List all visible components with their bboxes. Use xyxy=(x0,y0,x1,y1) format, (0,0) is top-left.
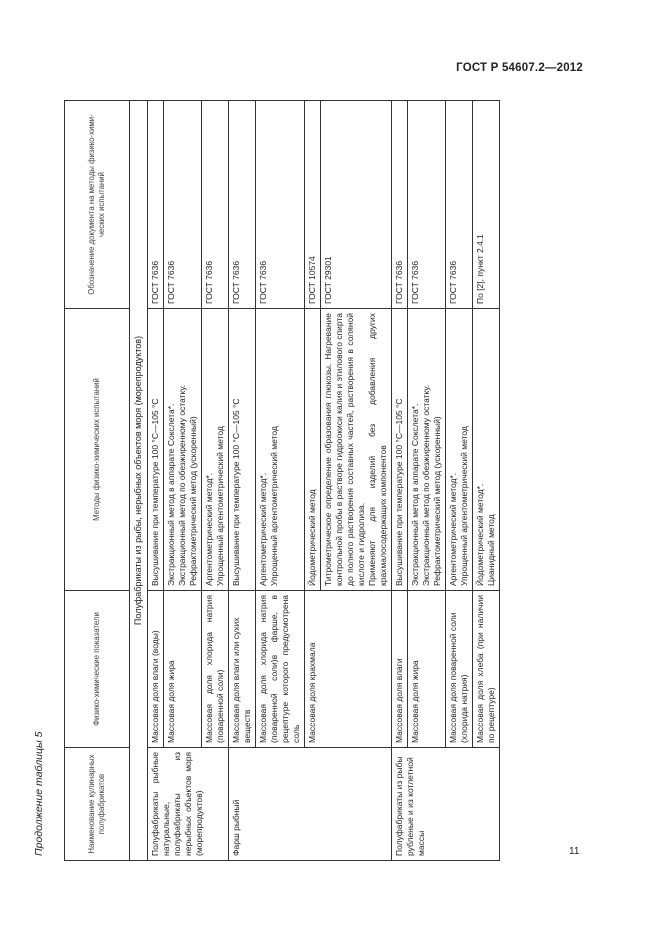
method-cell xyxy=(202,309,229,591)
col-header-methods: Методы физико-химических испытаний xyxy=(65,309,130,591)
page-number: 11 xyxy=(569,846,580,857)
method-line: Рефрактометрический метод (ускоренный) xyxy=(432,416,442,586)
method-line: Упрощенный аргентометрический метод xyxy=(459,426,469,586)
method-line: Экстракционный метод в аппарате Сокслета*. xyxy=(410,403,420,586)
method-cell xyxy=(229,309,256,591)
indicator-cell: Массовая доля поваренной соли (хлорида натрия) xyxy=(446,591,473,748)
doc-cell: ГОСТ 10574 xyxy=(305,101,321,309)
indicator-cell: Массовая доля хлорида натрия (поваренной соли)в фарше, в рецептуре которого предусмотрена соль xyxy=(256,591,305,748)
doc-cell: ГОСТ 7636 xyxy=(164,101,202,309)
doc-cell: ГОСТ 7636 xyxy=(202,101,229,309)
method-line: Упрощенный аргентометрический метод xyxy=(215,426,225,586)
table-row xyxy=(392,101,408,861)
document-code: ГОСТ Р 54607.2—2012 xyxy=(456,62,583,74)
table-row xyxy=(148,101,164,861)
indicator-cell: Массовая доля хлорида натрия (поваренной соли) xyxy=(202,591,229,748)
indicator-cell: Массовая доля жира xyxy=(408,591,446,748)
method-cell xyxy=(321,309,392,591)
method-line: Высушивание при температуре 100 °С—105 °С xyxy=(150,398,160,586)
method-line: Экстракционный метод в аппарате Сокслета*. xyxy=(166,403,176,586)
section-row xyxy=(130,101,148,861)
method-line: Высушивание при температуре 100 °С—105 °С xyxy=(231,398,241,586)
method-line: Цианидный метод xyxy=(486,514,496,586)
table-row xyxy=(408,101,446,861)
doc-cell: ГОСТ 7636 xyxy=(229,101,256,309)
method-line: Применяют для изделий без добавления других крахмалосодержащих компонентов xyxy=(367,313,388,586)
method-line: Йодометрический метод*. xyxy=(475,483,485,586)
col-header-document: Обозначение документа на методы физико-хими-ческих испытаний xyxy=(65,101,130,309)
table-row xyxy=(473,101,500,861)
method-cell xyxy=(446,309,473,591)
table-row xyxy=(446,101,473,861)
product-name: Полуфабрикаты рыбные натуральные, полуфабрикаты из нерыбных объектов моря (морепродуктов) xyxy=(148,748,229,861)
method-cell xyxy=(473,309,500,591)
indicator-cell: Массовая доля крахмала xyxy=(305,591,392,748)
method-line: Аргентометрический метод*. xyxy=(258,472,268,586)
method-line: Аргентометрический метод*. xyxy=(204,472,214,586)
method-line: Титрометрическое определение образования глюкозы. Нагревание контрольной пробы в растворе гидроокиси калия и этилового спирта до полного растворения составных частей, растворения в соляной кислоте и гидролиза. xyxy=(323,313,366,586)
indicator-cell: Массовая доля жира xyxy=(164,591,202,748)
method-cell xyxy=(148,309,164,591)
doc-cell: ГОСТ 7636 xyxy=(148,101,164,309)
product-name: Полуфабрикаты из рыбы рубленые и из котлетной массы xyxy=(392,748,500,861)
method-line: Рефрактометрический метод (ускоренный) xyxy=(188,416,198,586)
method-cell xyxy=(392,309,408,591)
table-row xyxy=(202,101,229,861)
method-cell xyxy=(408,309,446,591)
method-line: Аргентометрический метод*. xyxy=(448,472,458,586)
method-line: Йодометрический метод xyxy=(307,489,317,586)
table-header-row xyxy=(65,101,130,861)
table-row xyxy=(256,101,305,861)
table-row xyxy=(229,101,256,861)
method-line: Упрощенный аргентометрический метод xyxy=(269,426,279,586)
method-line: Экстракционный метод по обезжиренному остатку. xyxy=(177,384,187,586)
doc-cell: ГОСТ 7636 xyxy=(446,101,473,309)
section-title: Полуфабрикаты из рыбы, нерыбных объектов моря (морепродуктов) xyxy=(130,101,148,861)
doc-cell: ГОСТ 7636 xyxy=(392,101,408,309)
method-line: Высушивание при температуре 100 °С—105 °С xyxy=(394,398,404,586)
col-header-product-name: Наименование кулинарных полуфабрикатов xyxy=(65,748,130,861)
doc-cell: ГОСТ 29301 xyxy=(321,101,392,309)
indicator-cell: Массовая доля влаги xyxy=(392,591,408,748)
rotated-table-container xyxy=(64,101,500,861)
method-cell xyxy=(256,309,305,591)
method-line: Экстракционный метод по обезжиренному остатку. xyxy=(421,384,431,586)
method-cell xyxy=(164,309,202,591)
doc-cell: По [2], пункт 2.4.1 xyxy=(473,101,500,309)
indicator-cell: Массовая доля влаги или сухих веществ xyxy=(229,591,256,748)
method-cell xyxy=(305,309,321,591)
methods-table xyxy=(64,100,500,861)
indicator-cell: Массовая доля хлеба (при наличии по рецептуре) xyxy=(473,591,500,748)
indicator-cell: Массовая доля влаги (воды) xyxy=(148,591,164,748)
table-caption: Продолжение таблицы 5 xyxy=(33,731,45,856)
col-header-indicators: Физико-химические показатели xyxy=(65,591,130,748)
product-name: Фарш рыбный xyxy=(229,748,392,861)
doc-cell: ГОСТ 7636 xyxy=(408,101,446,309)
table-row xyxy=(305,101,321,861)
doc-cell: ГОСТ 7636 xyxy=(256,101,305,309)
table-row xyxy=(164,101,202,861)
